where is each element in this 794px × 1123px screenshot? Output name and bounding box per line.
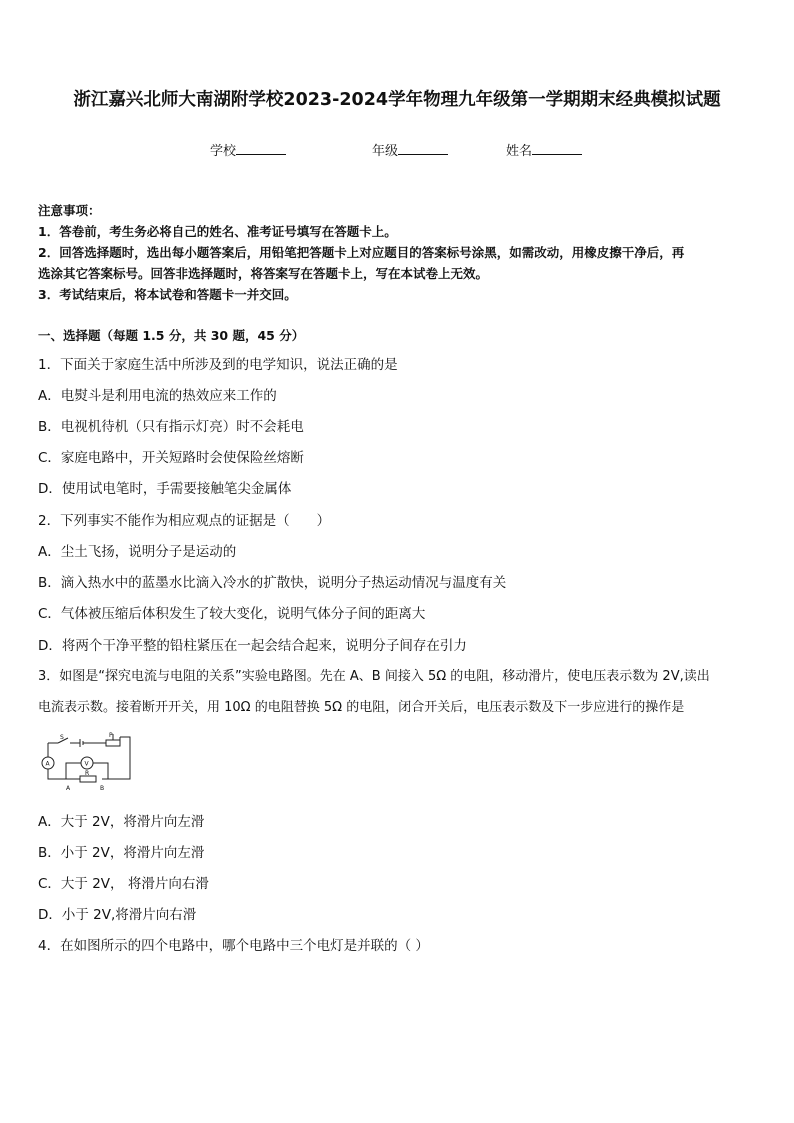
q1-option-b[interactable]: B．电视机待机（只有指示灯亮）时不会耗电	[38, 419, 304, 435]
point-a-label: A	[66, 785, 71, 792]
q1-stem: 1．下面关于家庭生活中所涉及到的电学知识，说法正确的是	[38, 357, 398, 373]
notice-item-1: 1．答卷前，考生务必将自己的姓名、准考证号填写在答题卡上。	[38, 224, 397, 239]
q3-option-a[interactable]: A．大于 2V，将滑片向左滑	[38, 814, 205, 830]
q1-option-d[interactable]: D．使用试电笔时，手需要接触笔尖金属体	[38, 481, 292, 497]
switch-label: S	[60, 734, 64, 741]
q3-option-c[interactable]: C．大于 2V， 将滑片向右滑	[38, 876, 209, 892]
wire-voltmeter-left	[66, 763, 81, 779]
name-field	[506, 140, 582, 159]
notice-item-2: 2．回答选择题时，选出每小题答案后，用铅笔把答题卡上对应题目的答案标号涂黑，如需改动，用橡皮擦干净后，再	[38, 245, 685, 260]
q3-stem-line1: 3．如图是“探究电流与电阻的关系”实验电路图。先在 A、B 间接入 5Ω 的电阻，移动滑片，使电压表示数为 2V,读出	[38, 669, 710, 684]
rheostat-label: P	[109, 732, 113, 739]
q3-option-d[interactable]: D．小于 2V,将滑片向右滑	[38, 907, 197, 923]
ammeter-label: A	[45, 760, 50, 768]
notice-item-2-cont: 选涂其它答案标号。回答非选择题时，将答案写在答题卡上，写在本试卷上无效。	[38, 266, 489, 281]
name-label: 姓名	[506, 144, 533, 159]
name-blank[interactable]	[532, 142, 582, 155]
grade-field	[372, 140, 448, 159]
q2-option-c[interactable]: C．气体被压缩后体积发生了较大变化，说明气体分子间的距离大	[38, 606, 426, 622]
q2-option-b[interactable]: B．滴入热水中的蓝墨水比滴入冷水的扩散快，说明分子热运动情况与温度有关	[38, 575, 507, 591]
q2-option-a[interactable]: A．尘土飞扬，说明分子是运动的	[38, 544, 237, 560]
q3-option-b[interactable]: B．小于 2V，将滑片向左滑	[38, 845, 205, 861]
point-b-label: B	[100, 785, 105, 792]
q3-stem-line2: 电流表示数。接着断开开关，用 10Ω 的电阻替换 5Ω 的电阻，闭合开关后，电压表示数及下一步应进行的操作是	[38, 700, 685, 715]
q4-stem: 4．在如图所示的四个电路中，哪个电路中三个电灯是并联的（ ）	[38, 938, 429, 954]
rheostat-body	[106, 740, 120, 746]
section-heading: 一、选择题（每题 1.5 分，共 30 题，45 分）	[38, 328, 305, 343]
voltmeter-label: V	[84, 760, 89, 768]
resistor-label: R	[85, 770, 90, 777]
q1-option-a[interactable]: A．电熨斗是利用电流的热效应来工作的	[38, 388, 277, 404]
grade-blank[interactable]	[398, 142, 448, 155]
notice-heading: 注意事项：	[38, 203, 101, 218]
q1-option-c[interactable]: C．家庭电路中，开关短路时会使保险丝熔断	[38, 450, 304, 466]
notice-item-3: 3．考试结束后，将本试卷和答题卡一并交回。	[38, 287, 297, 302]
grade-label: 年级	[372, 144, 399, 159]
school-label: 学校	[210, 144, 237, 159]
school-field	[210, 140, 286, 159]
page-title: 浙江嘉兴北师大南湖附学校2023-2024学年物理九年级第一学期期末经典模拟试题	[73, 90, 721, 110]
q2-stem: 2．下列事实不能作为相应观点的证据是（ ）	[38, 513, 331, 529]
school-blank[interactable]	[236, 142, 286, 155]
circuit-diagram	[36, 731, 136, 793]
q2-option-d[interactable]: D．将两个干净平整的铅柱紧压在一起会结合起来，说明分子间存在引力	[38, 638, 467, 654]
